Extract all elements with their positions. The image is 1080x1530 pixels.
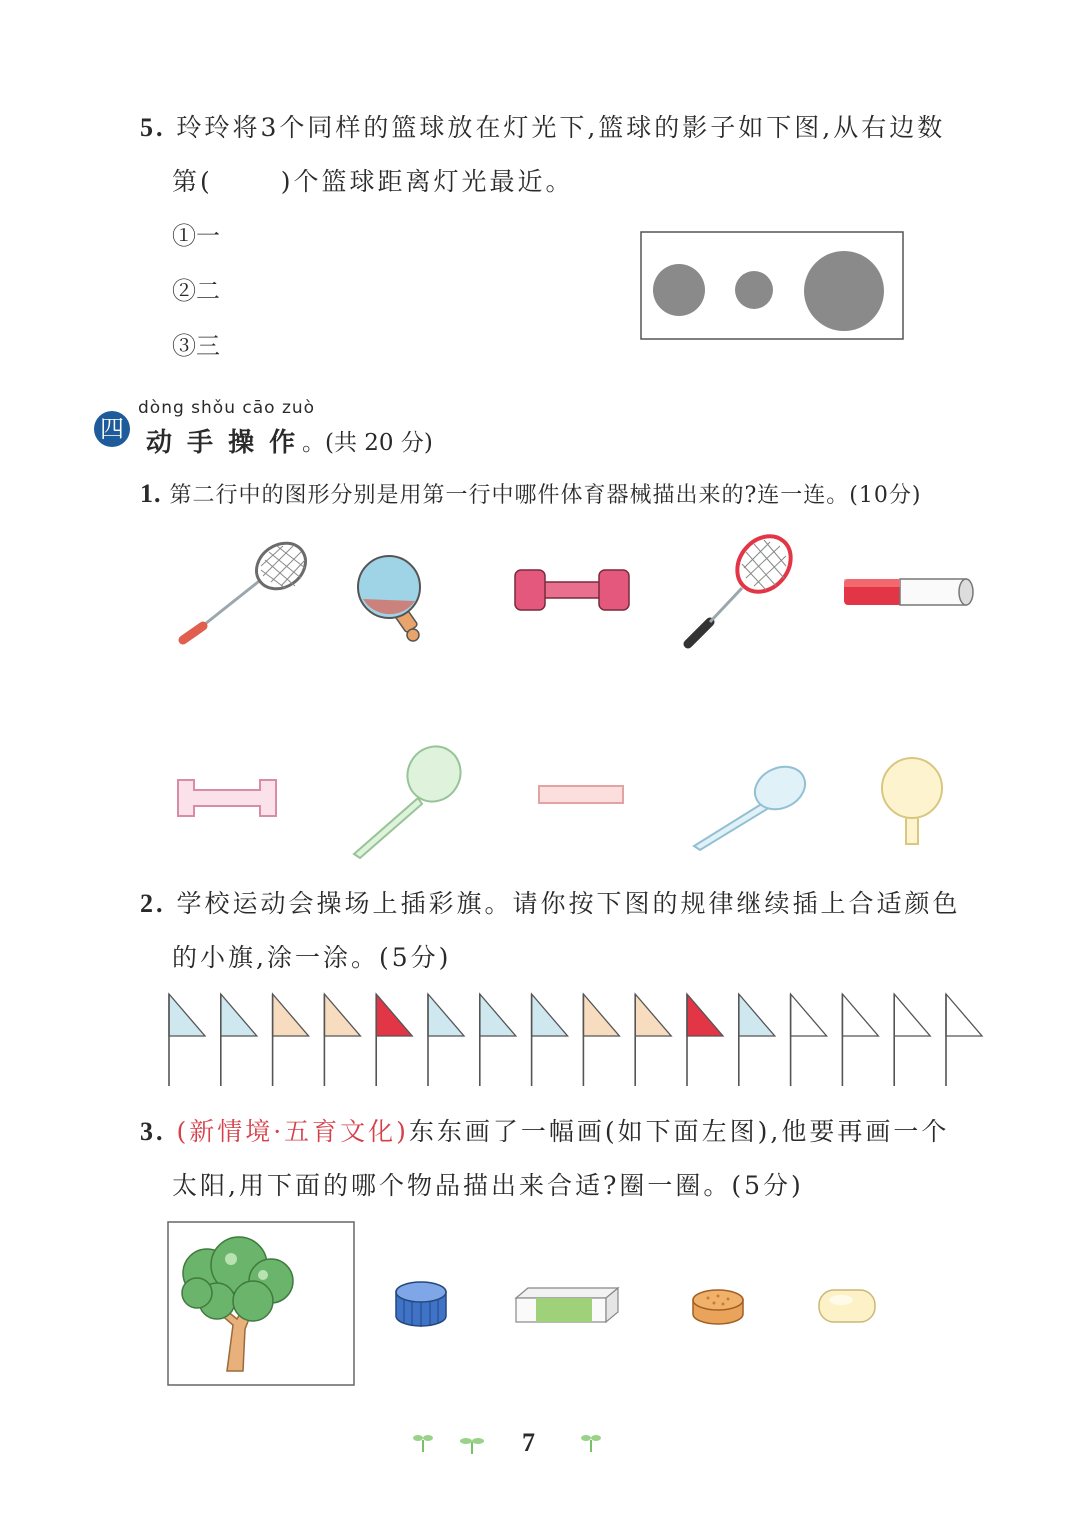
q5-option-1[interactable]: ①一: [172, 222, 220, 250]
q5-line1: [140, 108, 945, 144]
dumbbell-icon[interactable]: [512, 566, 632, 614]
q2-number: 2.: [140, 889, 166, 918]
q2-line1: [140, 884, 960, 920]
flag-12: [739, 994, 775, 1086]
q5-blank-prefix: 第(: [172, 167, 213, 196]
q2-text-line2: 的小旗,涂一涂。(5分): [172, 943, 452, 972]
shadow-3: [804, 251, 884, 331]
baton-icon[interactable]: [842, 576, 977, 608]
flag-9: [583, 994, 619, 1086]
q3-number: 3.: [140, 1117, 166, 1146]
flag-13[interactable]: [791, 994, 827, 1086]
flag-10: [635, 994, 671, 1086]
q5-text-line1: 玲玲将3个同样的篮球放在灯光下,篮球的影子如下图,从右边数: [176, 113, 946, 142]
bottle-cap-icon[interactable]: [392, 1278, 450, 1330]
q5-blank-suffix: )个篮球距离灯光最近。: [280, 167, 574, 196]
section-badge: 四: [94, 411, 130, 447]
eraser-icon[interactable]: [514, 1286, 620, 1326]
flag-2: [221, 994, 257, 1086]
q1-number: 1.: [140, 479, 162, 508]
flag-1: [169, 994, 205, 1086]
dumbbell-outline-icon[interactable]: [176, 778, 278, 818]
tree-picture: [167, 1221, 355, 1386]
section-title: 动 手 操 作: [146, 428, 299, 458]
q5-shadow-figure: [640, 231, 905, 341]
sprout-icon: [412, 1432, 434, 1452]
section-points: 。(共 20 分): [302, 430, 433, 456]
q2-text-line1: 学校运动会操场上插彩旗。请你按下图的规律继续插上合适颜色: [176, 889, 961, 918]
baton-outline-icon[interactable]: [537, 784, 625, 806]
flag-5: [376, 994, 412, 1086]
flag-8: [532, 994, 568, 1086]
q5-option-3[interactable]: ③三: [172, 332, 220, 360]
badminton-racket-icon[interactable]: [175, 540, 310, 640]
q1-line: [140, 478, 921, 509]
sprout-icon: [580, 1432, 602, 1452]
mooncake-icon[interactable]: [690, 1286, 746, 1328]
q3-line1: [140, 1112, 949, 1148]
flag-11: [687, 994, 723, 1086]
flag-row: [165, 992, 995, 1088]
soap-icon[interactable]: [817, 1286, 877, 1326]
q5-line2: [172, 162, 574, 198]
ping-pong-paddle-outline-icon[interactable]: [878, 756, 946, 848]
q1-text: 第二行中的图形分别是用第一行中哪件体育器械描出来的?连一连。(10分): [169, 483, 922, 508]
flag-7: [480, 994, 516, 1086]
ping-pong-paddle-icon[interactable]: [355, 553, 430, 641]
q3-text-line1: 东东画了一幅画(如下面左图),他要再画一个: [408, 1117, 950, 1146]
flag-3: [273, 994, 309, 1086]
flag-15[interactable]: [894, 994, 930, 1086]
q3-text-line2: 太阳,用下面的哪个物品描出来合适?圈一圈。(5分): [172, 1171, 804, 1200]
page-number: 7: [522, 1428, 535, 1457]
tennis-racket-icon[interactable]: [680, 532, 795, 652]
badminton-racket-outline-icon[interactable]: [348, 742, 463, 860]
sprout-icon: [458, 1436, 486, 1454]
flag-14[interactable]: [842, 994, 878, 1086]
shadow-1: [653, 264, 705, 316]
q3-tag: (新情境·五育文化): [176, 1117, 409, 1146]
q5-option-2[interactable]: ②二: [172, 277, 220, 305]
flag-16[interactable]: [946, 994, 982, 1086]
shadow-2: [735, 271, 773, 309]
q5-number: 5.: [140, 113, 166, 142]
flag-4: [324, 994, 360, 1086]
section-pinyin: dòng shǒu cāo zuò: [138, 398, 316, 418]
tennis-racket-outline-icon[interactable]: [690, 758, 810, 852]
flag-6: [428, 994, 464, 1086]
